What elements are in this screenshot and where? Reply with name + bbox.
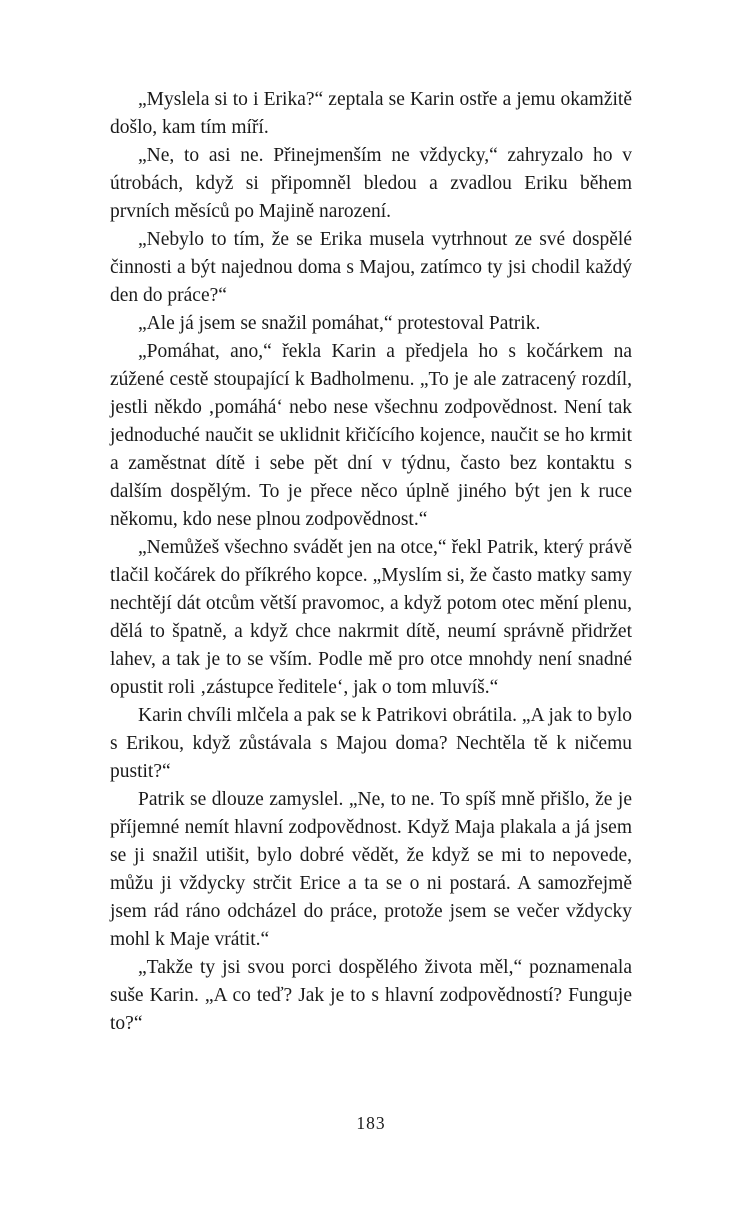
- text-block: [110, 86, 632, 1038]
- page-number: 183: [356, 1113, 386, 1133]
- paragraph: „Ne, to asi ne. Přinejmenším ne vždycky,“ zahryzalo ho v útrobách, když si připomněl bledou a zvadlou Eriku během prvních měsíců po Majině narození.: [110, 145, 632, 222]
- paragraph: „Ale já jsem se snažil pomáhat,“ protestoval Patrik.: [138, 313, 541, 334]
- paragraph: Patrik se dlouze zamyslel. „Ne, to ne. To spíš mně přišlo, že je příjemné nemít hlavní zodpovědnost. Když Maja plakala a já jsem se ji snažil utišit, bylo dobré vědět, že když se mi to nepovede, můžu ji vždycky strčit Erice a ta se o ni postará. A samozřejmě jsem rád ráno odcházel do práce, protože jsem se večer vždycky mohl k Maje vrátit.“: [110, 789, 632, 950]
- paragraph: „Nemůžeš všechno svádět jen na otce,“ řekl Patrik, který právě tlačil kočárek do příkrého kopce. „Myslím si, že často matky samy nechtějí dát otcům větší pravomoc, a když potom otec mění plenu, dělá to špatně, a když chce nakrmit dítě, neumí správně přidržet lahev, a tak je to se vším. Podle mě pro otce mnohdy není snadné opustit roli ‚zástupce ředitele‘, jak o tom mluvíš.“: [110, 537, 632, 698]
- paragraph: „Myslela si to i Erika?“ zeptala se Karin ostře a jemu okamžitě došlo, kam tím míří.: [110, 89, 632, 138]
- paragraph: „Nebylo to tím, že se Erika musela vytrhnout ze své dospělé činnosti a být najednou doma s Majou, zatímco ty jsi chodil každý den do práce?“: [110, 229, 632, 306]
- paragraph: „Pomáhat, ano,“ řekla Karin a předjela ho s kočárkem na zúžené cestě stoupající k Badholmenu. „To je ale zatracený rozdíl, jestli někdo ‚pomáhá‘ nebo nese všechnu zodpovědnost. Není tak jednoduché naučit se uklidnit křičícího kojence, naučit se ho krmit a zaměstnat dítě i sebe pět dní v týdnu, často bez kontaktu s dalším dospělým. To je přece něco úplně jiného být jen k ruce někomu, kdo nese plnou zodpovědnost.“: [110, 341, 632, 530]
- paragraph: „Takže ty jsi svou porci dospělého života měl,“ poznamenala suše Karin. „A co teď? Jak je to s hlavní zodpovědností? Funguje to?“: [110, 957, 632, 1034]
- paragraph: Karin chvíli mlčela a pak se k Patrikovi obrátila. „A jak to bylo s Erikou, když zůstávala s Majou doma? Nechtěla tě k ničemu pustit?“: [110, 705, 632, 782]
